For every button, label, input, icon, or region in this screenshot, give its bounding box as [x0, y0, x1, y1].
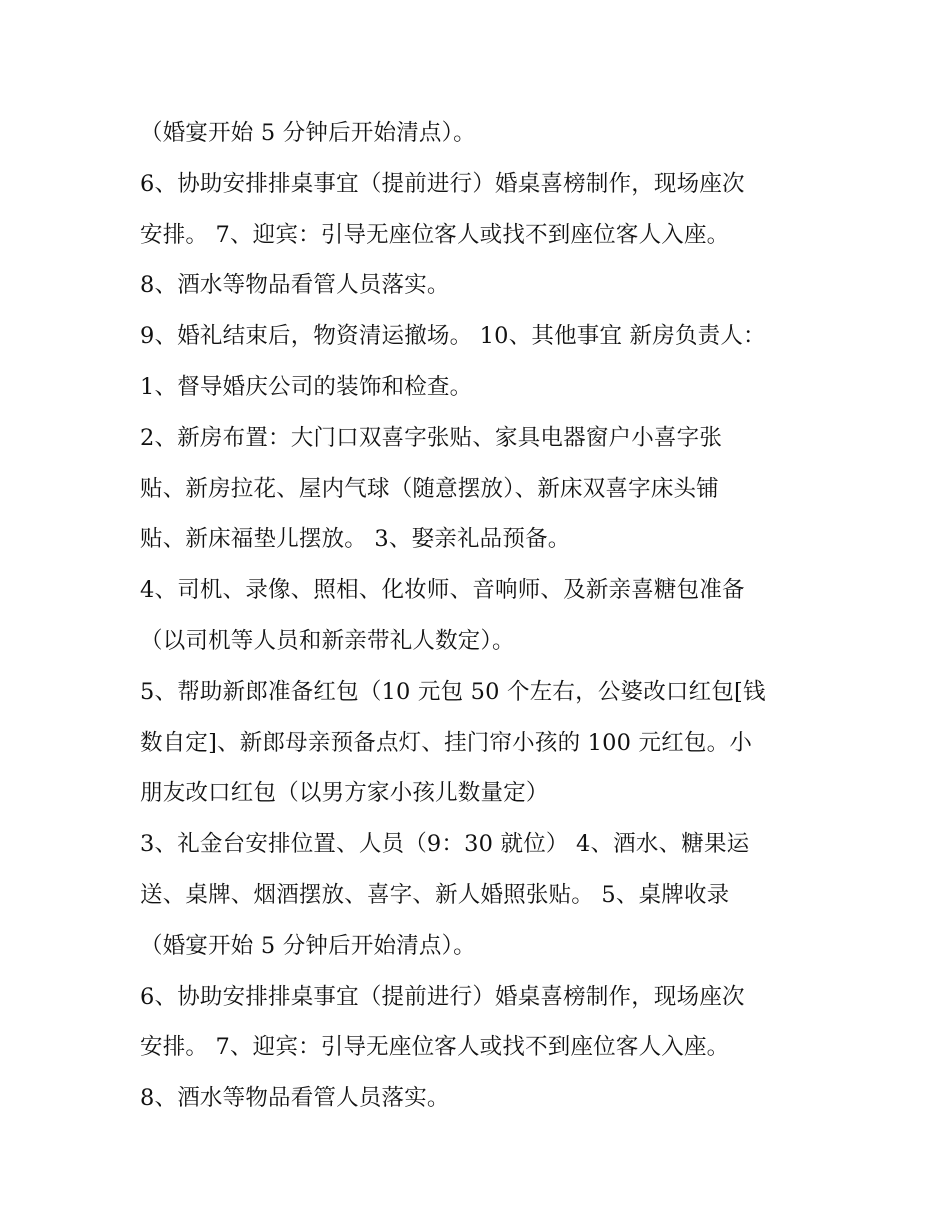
text-line: （以司机等人员和新亲带礼人数定）。 [140, 627, 515, 654]
text-line: 2、新房布置：大门口双喜字张贴、家具电器窗户小喜字张 [140, 424, 723, 451]
text-line: 3、礼金台安排位置、人员（9：30 就位） 4、酒水、糖果运 [140, 831, 750, 858]
text-line: 安排。 7、迎宾：引导无座位客人或找不到座位客人入座。 [140, 221, 730, 248]
text-line: 6、协助安排排桌事宜（提前进行）婚桌喜榜制作，现场座次 [140, 983, 745, 1010]
text-line: 8、酒水等物品看管人员落实。 [140, 272, 450, 299]
text-line: 9、婚礼结束后，物资清运撤场。 10、其他事宜 新房负责人： [140, 323, 766, 350]
text-line: 1、督导婚庆公司的装饰和检查。 [140, 373, 473, 400]
text-line: （婚宴开始 5 分钟后开始清点）。 [140, 120, 476, 146]
text-line: 5、帮助新郎准备红包（10 元包 50 个左右，公婆改口红包[钱 [140, 678, 766, 705]
text-line: 送、桌牌、烟酒摆放、喜字、新人婚照张贴。 5、桌牌收录 [140, 881, 730, 908]
text-line: 6、协助安排排桌事宜（提前进行）婚桌喜榜制作，现场座次 [140, 170, 745, 197]
document-body [140, 108, 820, 1124]
text-line: 数自定]、新郎母亲预备点灯、挂门帘小孩的 100 元红包。小 [140, 729, 753, 756]
text-line: 贴、新房拉花、屋内气球（随意摆放）、新床双喜字床头铺 [140, 475, 719, 502]
text-line: （婚宴开始 5 分钟后开始清点）。 [140, 932, 476, 959]
text-line: 贴、新床福垫儿摆放。 3、娶亲礼品预备。 [140, 526, 571, 553]
text-line: 4、司机、录像、照相、化妆师、音响师、及新亲喜糖包准备 [140, 577, 745, 604]
text-line: 8、酒水等物品看管人员落实。 [140, 1085, 450, 1112]
text-line: 朋友改口红包（以男方家小孩儿数量定） [140, 780, 549, 807]
text-line: 安排。 7、迎宾：引导无座位客人或找不到座位客人入座。 [140, 1034, 730, 1061]
